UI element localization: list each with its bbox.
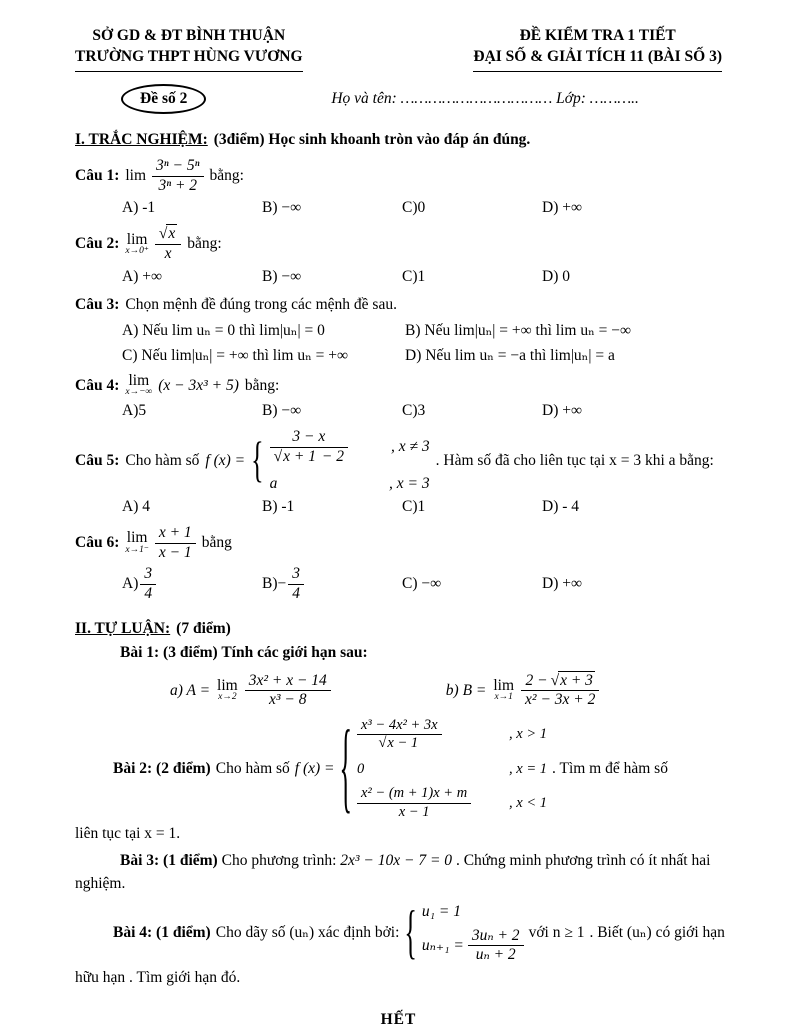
question-3: [75, 294, 722, 316]
problem-3-after: . Chứng minh phương trình có ít nhất hai: [452, 852, 711, 870]
option-b: B) −∞: [262, 199, 302, 217]
question-4-label: Câu 4:: [75, 376, 120, 394]
case-condition: , x = 1: [509, 760, 547, 777]
question-1-options: [122, 198, 722, 218]
fraction-numerator: x + 1: [158, 523, 192, 541]
question-2: [75, 225, 722, 263]
question-1: [75, 157, 722, 195]
fraction: $\frac{3}{4}$: [140, 565, 156, 603]
fraction: 2 − √ x + 3 x² − 3x + 2: [521, 672, 599, 710]
lim-operator: lim x→2: [217, 677, 238, 703]
equation: 2x³ − 10x − 7 = 0: [340, 852, 453, 870]
option-d: D) - 4: [542, 497, 580, 515]
problem-4-label: Bài 4: (1 điểm): [113, 924, 211, 942]
fraction: $\frac{\text{3x² + x − 14}}{\text{x³ − 8}}$: [245, 672, 331, 710]
case-condition: , x > 1: [509, 726, 547, 743]
subheader: [75, 84, 722, 114]
problem-4: [113, 898, 725, 966]
fraction-numerator: 3 − x: [292, 428, 326, 446]
school-name: TRƯỜNG THPT HÙNG VƯƠNG: [75, 47, 303, 65]
fraction-numerator: [155, 225, 181, 244]
problem-2: [113, 710, 722, 824]
student-name-line: Họ và tên: …………………………… Lớp: ………..: [331, 89, 639, 107]
fraction: $\frac{\text{x³ − 4x² + 3x}}{√ x - 1}$: [357, 717, 442, 753]
case-row: [270, 428, 430, 466]
question-5: [75, 428, 722, 493]
question-1-label: Câu 1:: [75, 167, 120, 185]
option-d: D) Nếu lim uₙ = −a thì lim|uₙ| = a: [405, 346, 615, 364]
exam-title: ĐỀ KIỂM TRA 1 TIẾT: [519, 27, 676, 44]
fraction-denominator: √ x + 1 − 2: [270, 447, 348, 467]
expression: (x − 3x³ + 5): [158, 376, 239, 394]
option-b: B) −∞: [262, 402, 302, 420]
fraction: $\frac{3}{4}$: [288, 565, 304, 603]
question-3-options-row-2: [122, 346, 722, 366]
question-6: [75, 524, 722, 562]
problem-1a: a) A = lim x→2 $\frac{\text{3x² + x − 14}}{\text{x³ − 8}}$: [170, 672, 331, 710]
radical-icon: √: [550, 671, 559, 689]
department-name: SỞ GD & ĐT BÌNH THUẬN: [92, 27, 286, 44]
system-row-1: u₁ = 1: [421, 902, 461, 920]
question-1-suffix: bằng:: [209, 167, 244, 185]
lim-subscript: x→0⁺: [125, 246, 149, 257]
problem-3: [75, 851, 722, 871]
option-a: A) -1: [122, 199, 156, 217]
case-condition: , x = 3: [389, 474, 430, 492]
question-4-options: [122, 401, 722, 421]
problem-1b: b) B = lim x→1 2 − √ x + 3 x² − 3x + 2: [446, 672, 600, 710]
option-d: D) +∞: [542, 402, 583, 420]
problem-4-after: . Biết (uₙ) có giới hạn: [589, 924, 725, 942]
question-4: [75, 373, 722, 398]
option-d: D) 0: [542, 267, 570, 285]
exam-title-block: [473, 26, 722, 72]
option-a: A) $\frac{3}{4}$: [122, 565, 262, 603]
option-b: B) -1: [262, 497, 295, 515]
lim-operator: lim x→1: [493, 677, 515, 703]
question-2-suffix: bằng:: [187, 235, 222, 253]
piecewise-cases: [270, 428, 430, 493]
question-6-options: [122, 565, 722, 603]
option-c: C) −∞: [402, 575, 442, 593]
option-c: C)3: [402, 402, 426, 420]
problem-1-limits: [170, 672, 722, 710]
case-row: [357, 717, 547, 753]
option-d: D) +∞: [542, 575, 583, 593]
question-3-label: Câu 3:: [75, 295, 120, 313]
radical: √ x − 1: [378, 735, 419, 752]
fraction: $\frac{\text{x² − (m + 1)x + m}}{x - 1}$: [357, 785, 471, 821]
fraction: [155, 524, 196, 562]
option-a: A)5: [122, 402, 147, 420]
header: [75, 26, 722, 72]
question-6-label: Câu 6:: [75, 533, 120, 551]
problem-2-label: Bài 2: (2 điểm): [113, 759, 211, 777]
question-3-text: Chọn mệnh đề đúng trong các mệnh đề sau.: [125, 295, 397, 313]
question-4-suffix: bằng:: [244, 376, 280, 394]
problem-4-text: Cho dãy số (uₙ) xác định bởi:: [215, 924, 400, 942]
radical-icon: √: [273, 448, 282, 466]
system-row-2: uₙ₊₁ = $\frac{\text{3uₙ + 2}}{\text{uₙ + 2}}$: [422, 927, 524, 965]
problem-2-text: Cho hàm số: [215, 759, 290, 777]
section-1-subtitle: (3điểm) Học sinh khoanh tròn vào đáp án đúng.: [213, 130, 531, 148]
question-5-intro: Cho hàm số: [125, 452, 200, 470]
option-c: C) Nếu lim|uₙ| = +∞ thì lim uₙ = +∞: [122, 346, 349, 364]
problem-2-continuation: liên tục tại x = 1.: [75, 825, 181, 843]
option-a: A) +∞: [122, 267, 163, 285]
problem-2-after: . Tìm m để hàm số: [552, 759, 668, 777]
lim-operator: lim x→1⁻: [125, 529, 149, 555]
lim-subscript: x→−∞: [125, 387, 153, 398]
school-block: [75, 26, 303, 72]
question-2-options: [122, 267, 722, 287]
fraction: [152, 157, 203, 195]
option-a: A) Nếu lim uₙ = 0 thì lim|uₙ| = 0: [122, 321, 325, 339]
section-2-subtitle: (7 điểm): [176, 620, 231, 638]
option-b: B) −∞: [262, 267, 302, 285]
radical-icon: √: [158, 225, 167, 243]
fraction: [155, 225, 181, 263]
case-row: [270, 474, 430, 494]
end-marker: HẾT: [380, 1011, 417, 1024]
lim-subscript: x→2: [218, 692, 237, 703]
case-row: [357, 760, 547, 779]
function-notation: f (x) =: [294, 759, 335, 777]
problem-4-condition: với n ≥ 1: [528, 924, 585, 942]
fraction: [270, 428, 348, 466]
problem-4-continuation: hữu hạn . Tìm giới hạn đó.: [75, 968, 241, 986]
question-5-options: [122, 497, 722, 517]
exam-subject: ĐẠI SỐ & GIẢI TÍCH 11 (BÀI SỐ 3): [473, 47, 722, 65]
question-5-label: Câu 5:: [75, 452, 120, 470]
option-c: C)1: [402, 267, 426, 285]
question-2-label: Câu 2:: [75, 235, 120, 253]
fraction-denominator: x − 1: [155, 543, 196, 563]
case-value: a: [269, 474, 278, 492]
option-a: A) 4: [122, 497, 150, 515]
lim-operator: lim x→0⁺: [125, 230, 149, 257]
section-1-title: I. TRẮC NGHIỆM:: [75, 130, 208, 148]
problem-3-label: Bài 3: (1 điểm): [120, 852, 218, 870]
section-2-heading: [75, 619, 722, 639]
radical-icon: √: [378, 735, 386, 752]
option-d: D) +∞: [542, 199, 583, 217]
left-brace-icon: {: [404, 898, 417, 966]
radical: √ x + 1: [273, 448, 316, 466]
radical: √ x: [158, 225, 176, 243]
exam-code-badge: Đề số 2: [121, 84, 206, 114]
lim-operator: lim: [125, 167, 147, 185]
option-c: C)0: [402, 199, 426, 217]
case-condition: , x ≠ 3: [390, 438, 430, 456]
case-row: [357, 785, 547, 821]
problem-3-text: Cho phương trình:: [221, 852, 337, 870]
fraction: $\frac{\text{3uₙ + 2}}{\text{uₙ + 2}}$: [468, 927, 524, 965]
option-c: C)1: [402, 497, 426, 515]
option-b: B) Nếu lim|uₙ| = +∞ thì lim uₙ = −∞: [405, 321, 632, 339]
radical: √ x + 3: [550, 671, 593, 689]
question-6-suffix: bằng: [201, 533, 232, 551]
piecewise-cases: [357, 717, 547, 821]
fraction-numerator: 3ⁿ − 5ⁿ: [156, 157, 200, 175]
recurrence-system: [422, 902, 524, 965]
function-notation: f (x) =: [205, 452, 246, 470]
left-brace-icon: {: [251, 432, 264, 488]
section-1-heading: [75, 130, 722, 150]
problem-3-continuation: nghiệm.: [75, 875, 126, 893]
question-3-options-row-1: [122, 321, 722, 341]
case-condition: , x < 1: [509, 794, 547, 811]
section-2-title: II. TỰ LUẬN:: [75, 620, 171, 638]
option-b: B)− $\frac{3}{4}$: [262, 565, 402, 603]
lim-subscript: x→1: [494, 692, 513, 703]
problem-1-heading: Bài 1: (3 điểm) Tính các giới hạn sau:: [120, 644, 368, 662]
lim-operator: lim x→−∞: [125, 372, 153, 398]
left-brace-icon: {: [339, 710, 352, 824]
fraction-denominator: 3ⁿ + 2: [152, 176, 203, 196]
question-5-suffix: . Hàm số đã cho liên tục tại x = 3 khi a bằng:: [435, 452, 714, 470]
lim-subscript: x→1⁻: [125, 544, 149, 555]
fraction-denominator: x: [155, 244, 181, 264]
case-value: 0: [357, 760, 365, 777]
